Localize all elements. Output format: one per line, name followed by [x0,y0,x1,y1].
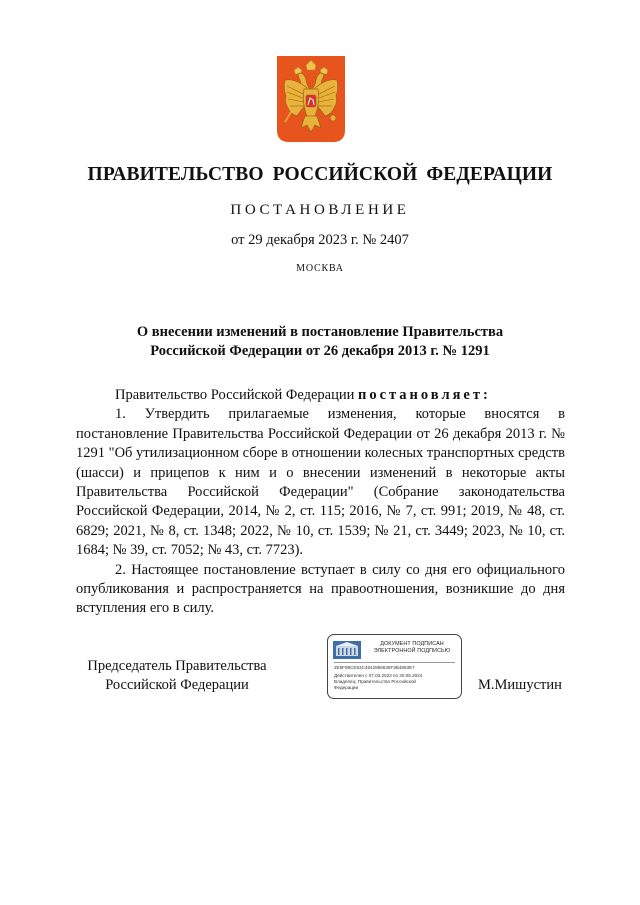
document-date-number: от 29 декабря 2023 г. № 2407 [231,232,409,248]
subject-line-2: Российской Федерации от 26 декабря 2013 г. № 1291 [150,343,490,359]
certificate-owner-line-2: Федерации [334,684,359,690]
document-type: ПОСТАНОВЛЕНИЕ [230,202,410,218]
intro-verb: постановляет: [357,387,491,403]
intro-text: Правительство Российской Федерации [115,387,355,403]
certificate-validity: Действителен с 07.03.2023 по 30.05.2024 [334,673,423,678]
document-subject [60,323,580,361]
government-building-icon [333,641,361,664]
electronic-signature-stamp [327,634,462,699]
document-body [76,386,565,619]
coat-of-arms [277,56,345,142]
stamp-divider [334,662,455,663]
stamp-heading-line-2: ЭЛЕКТРОННОЙ ПОДПИСЬЮ [373,647,451,654]
document-city: МОСКВА [296,263,344,274]
stamp-heading-line-1: ДОКУМЕНТ ПОДПИСАН [380,641,444,647]
signer-position [78,657,276,696]
signer-position-line-1: Председатель Правительства [87,658,267,674]
certificate-owner-line-1: Владелец: Правительство Российской [334,679,416,684]
signer-position-line-2: Российской Федерации [105,677,249,694]
certificate-serial: 2E5F99CE53C4642886636F3B4863E7 [334,665,415,670]
paragraph-2: 2. Настоящее постановление вступает в силу со дня его официального опубликования и распространяется на правоотношения, возникшие до дня вступления его в силу. [76,561,565,617]
paragraph-1: 1. Утвердить прилагаемые изменения, которые вносятся в постановление Правительства Российской Федерации от 26 декабря 2013 г. № 1291 "Об утилизационном сборе в отношении колесных транспортных средств (шасси) и прицепов к ним и о внесении изменений в некоторые акты Правительства Российской Федерации" (Собрание законодательства Российской Федерации, 2014, № 2, ст. 115; 2016, № 7, ст. 991; 2019, № 48, ст. 6829; 2021, № 8, ст. 1348; 2022, № 10, ст. 1539; № 21, ст. 3449; 2023, № 10, ст. 1684; № 39, ст. 7052; № 43, ст. 7723). [76,406,565,559]
subject-line-1: О внесении изменений в постановление Правительства [136,324,504,340]
signer-name: М.Мишустин [478,677,562,693]
intro-paragraph [76,386,565,405]
stamp-heading [364,641,460,654]
government-title: ПРАВИТЕЛЬСТВО РОССИЙСКОЙ ФЕДЕРАЦИИ [87,164,553,185]
russian-coat-of-arms-icon [277,56,345,142]
